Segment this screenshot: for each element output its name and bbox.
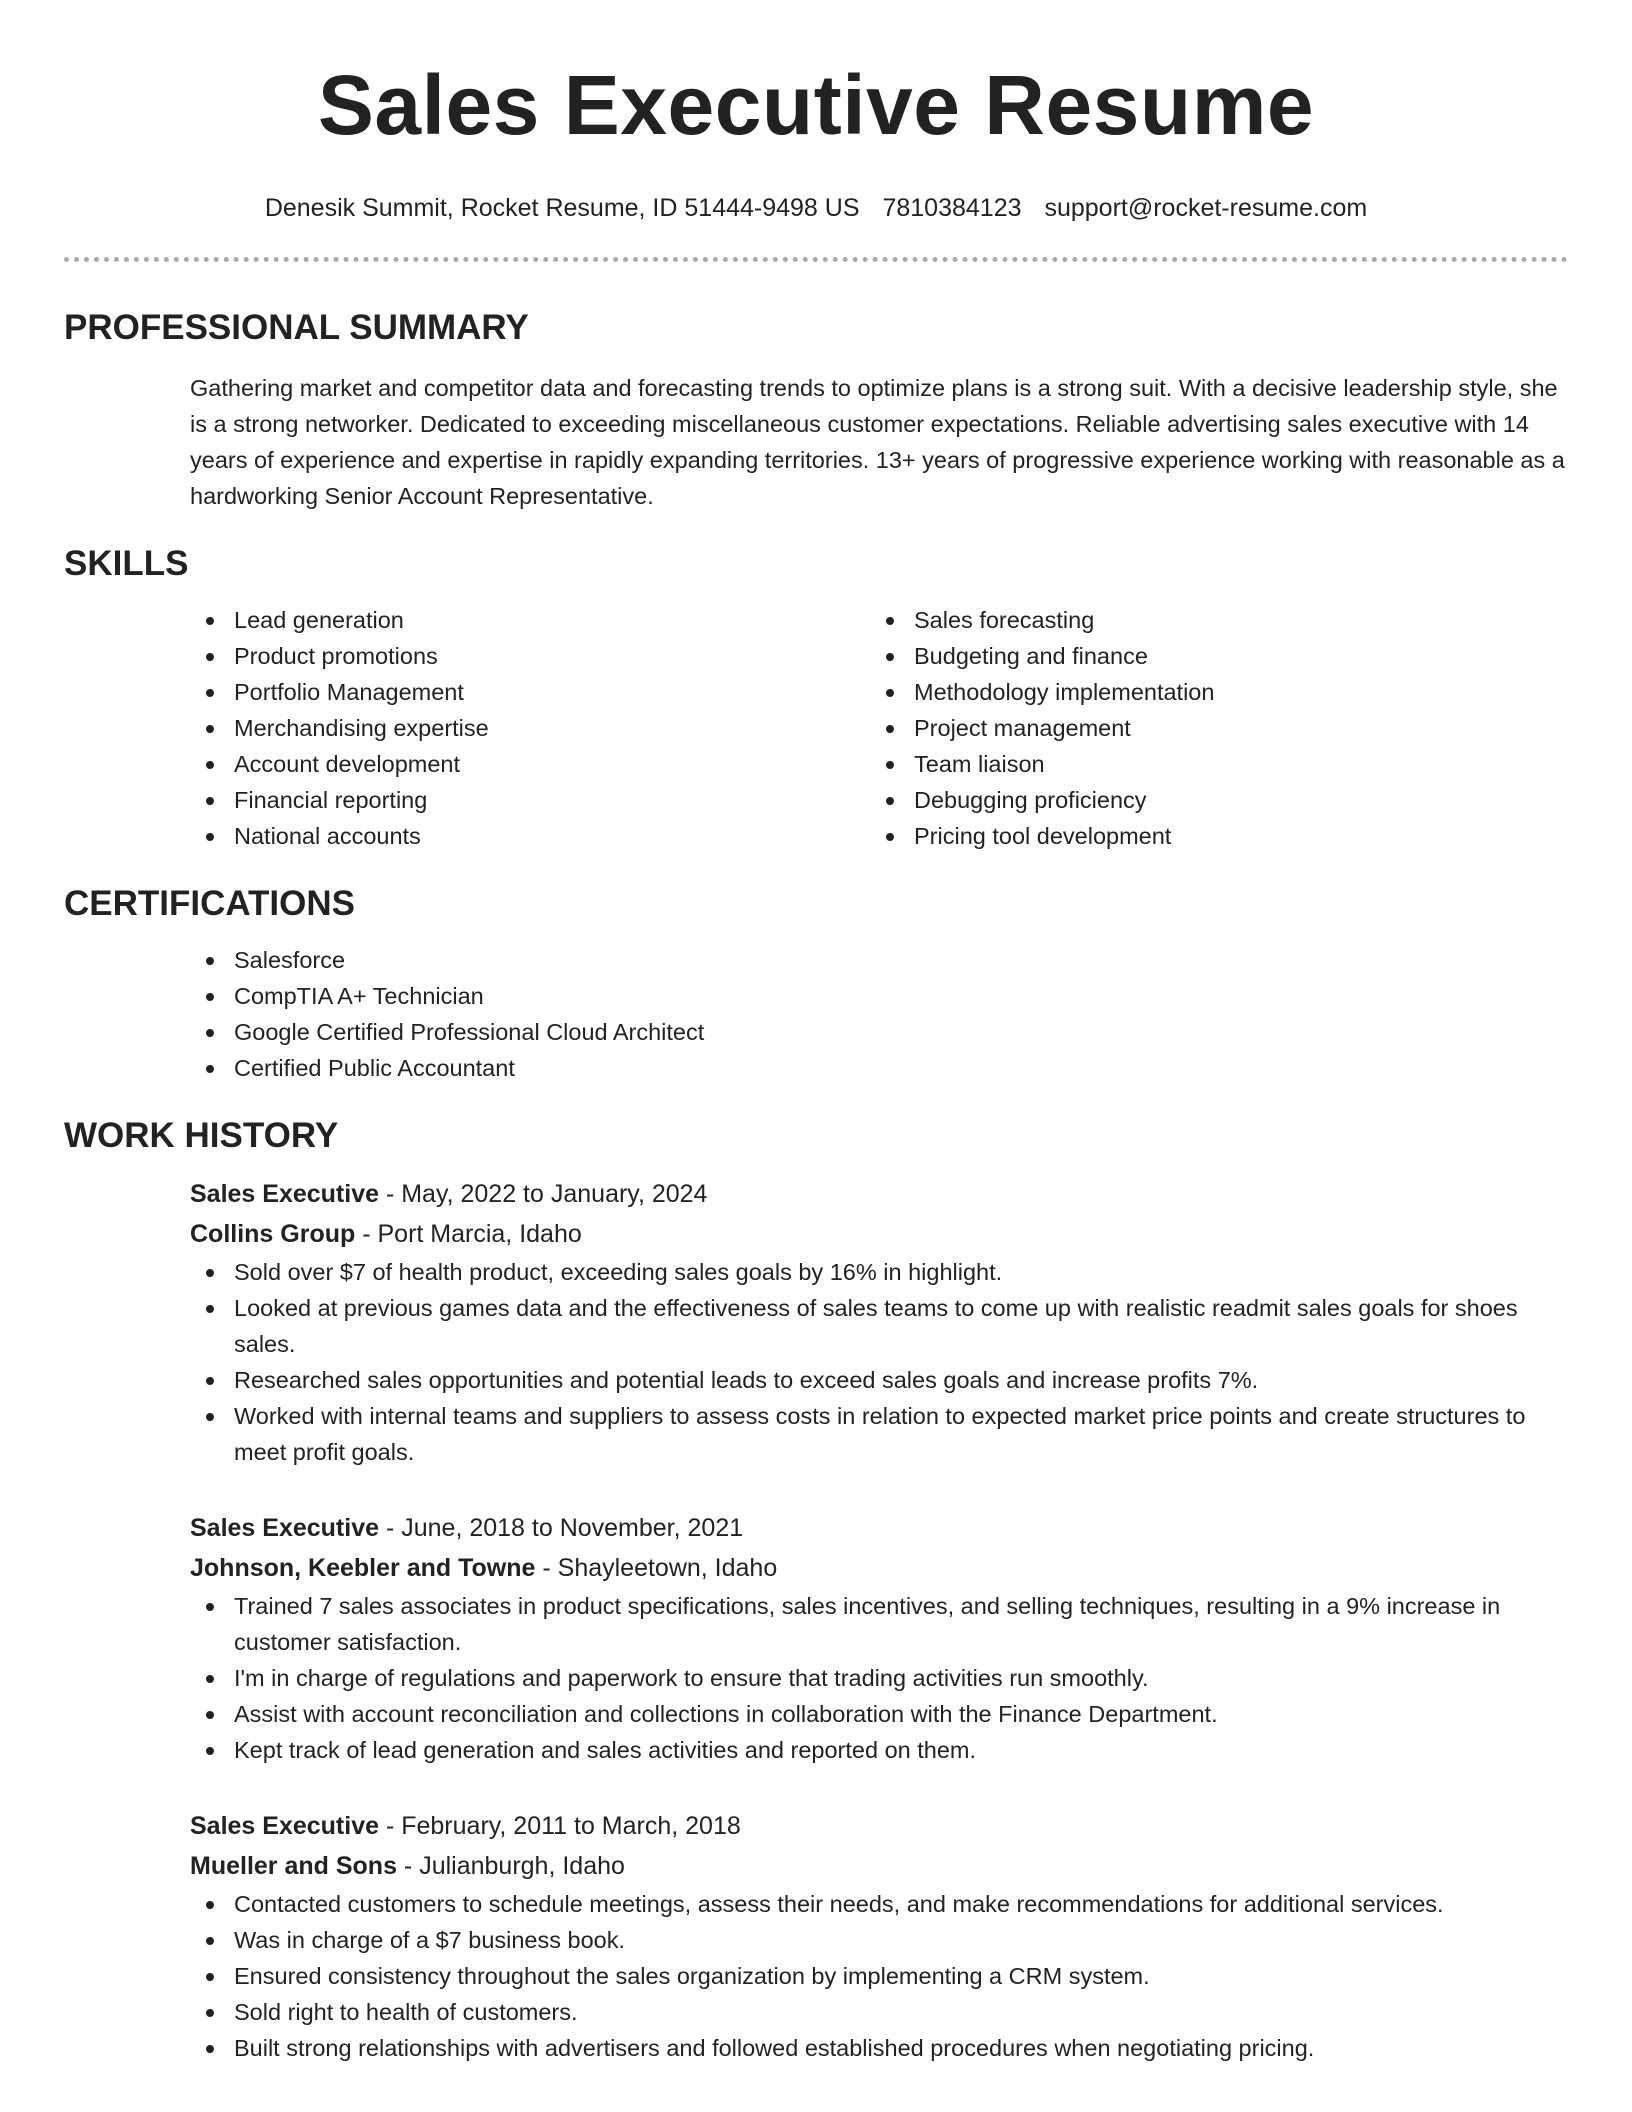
resume-title: Sales Executive Resume xyxy=(317,58,1315,152)
job-bullet: Kept track of lead generation and sales activities and reported on them. xyxy=(190,1732,1568,1768)
header-divider xyxy=(64,257,1568,262)
job-company: Johnson, Keebler and Towne xyxy=(190,1554,536,1582)
job-dates: - May, 2022 to January, 2024 xyxy=(379,1180,708,1208)
skills-heading: SKILLS xyxy=(64,544,189,583)
job-bullets xyxy=(190,1254,1568,1470)
job-bullets xyxy=(190,1588,1568,1768)
skill-item: National accounts xyxy=(190,818,870,854)
contact-email: support@rocket-resume.com xyxy=(1044,194,1368,222)
summary-heading: PROFESSIONAL SUMMARY xyxy=(64,308,529,347)
summary-text: Gathering market and competitor data and forecasting trends to optimize plans is a strong suit. With a decisive leadership style, she is a strong networker. Dedicated to exceeding miscellaneous customer expectations. Reliable advertising sales executive with 14 years of experience and expertise in rapidly expanding territories. 13+ years of progressive experience working with reasonable as a hardworking Senior Account Representative. xyxy=(190,375,1565,509)
job-location: - Port Marcia, Idaho xyxy=(355,1220,582,1248)
certification-item: Google Certified Professional Cloud Architect xyxy=(190,1014,1568,1050)
skill-item: Financial reporting xyxy=(190,782,870,818)
job-title-line xyxy=(190,1806,1568,1846)
job-title: Sales Executive xyxy=(190,1514,380,1542)
job-bullet: Was in charge of a $7 business book. xyxy=(190,1922,1568,1958)
skill-item: Methodology implementation xyxy=(870,674,1550,710)
job-bullet: Looked at previous games data and the effectiveness of sales teams to come up with realistic readmit sales goals for shoes sales. xyxy=(190,1290,1568,1362)
job-bullet: Researched sales opportunities and potential leads to exceed sales goals and increase profits 7%. xyxy=(190,1362,1568,1398)
job-location: - Shayleetown, Idaho xyxy=(535,1554,778,1582)
job-dates: - February, 2011 to March, 2018 xyxy=(379,1812,741,1840)
skill-item: Lead generation xyxy=(190,602,870,638)
job-title: Sales Executive xyxy=(190,1812,380,1840)
job-bullet: Trained 7 sales associates in product specifications, sales incentives, and selling techniques, resulting in a 9% increase in customer satisfaction. xyxy=(190,1588,1568,1660)
job-bullet: Sold right to health of customers. xyxy=(190,1994,1568,2030)
contact-phone: 7810384123 xyxy=(882,194,1022,222)
job-entry xyxy=(190,1806,1568,2066)
job-bullets xyxy=(190,1886,1568,2066)
work-history-heading: WORK HISTORY xyxy=(64,1116,339,1155)
job-bullet: Sold over $7 of health product, exceeding sales goals by 16% in highlight. xyxy=(190,1254,1568,1290)
job-company: Collins Group xyxy=(190,1220,356,1248)
skill-item: Account development xyxy=(190,746,870,782)
skill-item: Sales forecasting xyxy=(870,602,1550,638)
job-bullet: I'm in charge of regulations and paperwork to ensure that trading activities run smoothly. xyxy=(190,1660,1568,1696)
certification-item: CompTIA A+ Technician xyxy=(190,978,1568,1014)
certification-item: Certified Public Accountant xyxy=(190,1050,1568,1086)
job-bullet: Worked with internal teams and suppliers to assess costs in relation to expected market price points and create structures to meet profit goals. xyxy=(190,1398,1568,1470)
job-entry xyxy=(190,1174,1568,1470)
skills-list xyxy=(190,602,1568,854)
skill-item: Pricing tool development xyxy=(870,818,1550,854)
certifications-list xyxy=(190,942,1568,1086)
skills-column-left xyxy=(190,602,870,854)
job-bullet: Assist with account reconciliation and collections in collaboration with the Finance Department. xyxy=(190,1696,1568,1732)
job-title: Sales Executive xyxy=(190,1180,380,1208)
certification-item: Salesforce xyxy=(190,942,1568,978)
certifications-heading: CERTIFICATIONS xyxy=(64,884,356,923)
skill-item: Budgeting and finance xyxy=(870,638,1550,674)
job-bullet: Contacted customers to schedule meetings, assess their needs, and make recommendations for additional services. xyxy=(190,1886,1568,1922)
skill-item: Project management xyxy=(870,710,1550,746)
job-title-line xyxy=(190,1508,1568,1548)
job-title-line xyxy=(190,1174,1568,1214)
job-company-line xyxy=(190,1214,1568,1254)
skill-item: Team liaison xyxy=(870,746,1550,782)
skill-item: Merchandising expertise xyxy=(190,710,870,746)
contact-address: Denesik Summit, Rocket Resume, ID 51444-9498 US xyxy=(264,194,860,222)
job-bullet: Ensured consistency throughout the sales organization by implementing a CRM system. xyxy=(190,1958,1568,1994)
job-entry xyxy=(190,1508,1568,1768)
job-dates: - June, 2018 to November, 2021 xyxy=(379,1514,744,1542)
job-company-line xyxy=(190,1548,1568,1588)
job-location: - Julianburgh, Idaho xyxy=(396,1852,625,1880)
skill-item: Portfolio Management xyxy=(190,674,870,710)
job-bullet: Built strong relationships with advertisers and followed established procedures when negotiating pricing. xyxy=(190,2030,1568,2066)
job-company-line xyxy=(190,1846,1568,1886)
contact-line xyxy=(64,192,1568,224)
skill-item: Debugging proficiency xyxy=(870,782,1550,818)
job-company: Mueller and Sons xyxy=(190,1852,397,1880)
skill-item: Product promotions xyxy=(190,638,870,674)
skills-column-right xyxy=(870,602,1550,854)
